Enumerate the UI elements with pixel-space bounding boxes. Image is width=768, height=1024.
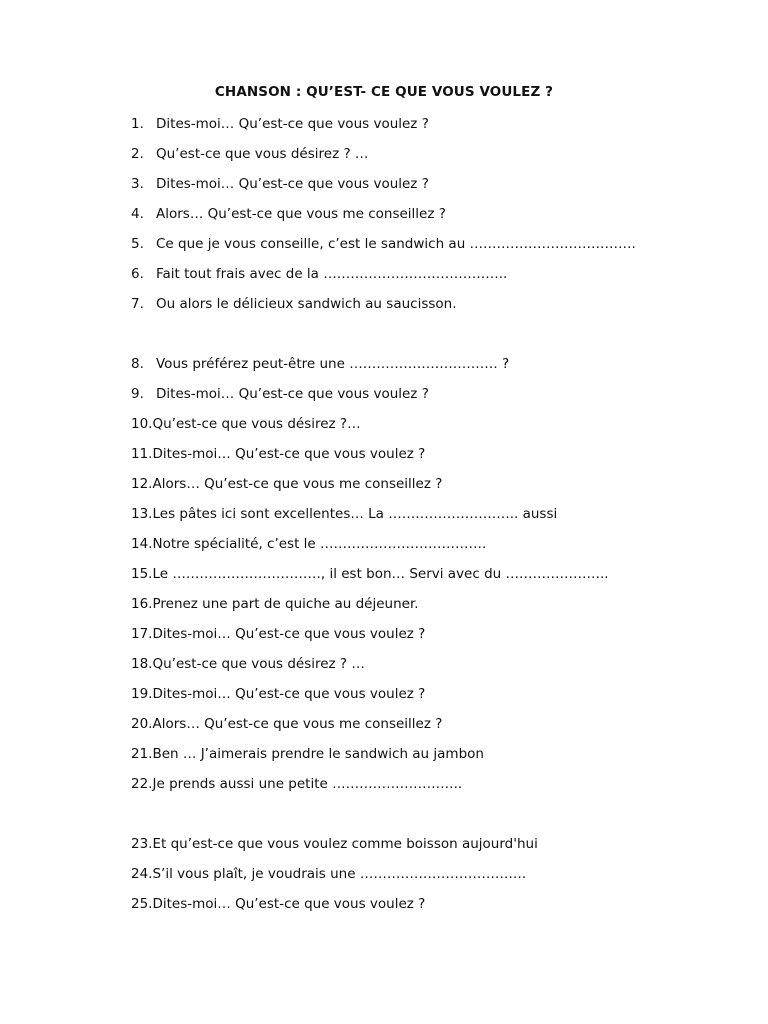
list-item: 21.Ben … J’aimerais prendre le sandwich au jambon	[131, 746, 484, 762]
list-item: 24.S’il vous plaît, je voudrais une ……………………………….	[131, 866, 527, 882]
page-title: CHANSON : QU’EST- CE QUE VOUS VOULEZ ?	[214, 84, 554, 100]
list-item: 6. Fait tout frais avec de la …………………………………..	[131, 266, 508, 282]
list-item: 12.Alors… Qu’est-ce que vous me conseillez ?	[131, 476, 443, 492]
stanza-gap	[131, 804, 731, 834]
list-item: 2. Qu’est-ce que vous désirez ? …	[131, 146, 369, 162]
song-lines-list	[131, 114, 731, 924]
list-item: 10.Qu’est-ce que vous désirez ?…	[131, 416, 361, 432]
list-item: 13.Les pâtes ici sont excellentes… La ……………………….. aussi	[131, 506, 558, 522]
list-item: 1. Dites-moi… Qu’est-ce que vous voulez ?	[131, 116, 429, 132]
list-item: 16.Prenez une part de quiche au déjeuner.	[131, 596, 419, 612]
list-item: 23.Et qu’est-ce que vous voulez comme boisson aujourd'hui	[131, 836, 538, 852]
list-item: 17.Dites-moi… Qu’est-ce que vous voulez ?	[131, 626, 426, 642]
stanza-gap	[131, 324, 731, 354]
list-item: 4. Alors… Qu’est-ce que vous me conseillez ?	[131, 206, 446, 222]
list-item: 9. Dites-moi… Qu’est-ce que vous voulez ?	[131, 386, 429, 402]
list-item: 11.Dites-moi… Qu’est-ce que vous voulez ?	[131, 446, 426, 462]
list-item: 5. Ce que je vous conseille, c’est le sandwich au ……………………………….	[131, 236, 636, 252]
list-item: 15.Le ……………………………, il est bon… Servi avec du …………………..	[131, 566, 609, 582]
list-item: 7. Ou alors le délicieux sandwich au saucisson.	[131, 296, 457, 312]
list-item: 20.Alors… Qu’est-ce que vous me conseillez ?	[131, 716, 443, 732]
list-item: 14.Notre spécialité, c’est le ……………………………….	[131, 536, 487, 552]
list-item: 18.Qu’est-ce que vous désirez ? …	[131, 656, 365, 672]
list-item: 25.Dites-moi… Qu’est-ce que vous voulez ?	[131, 896, 426, 912]
list-item: 3. Dites-moi… Qu’est-ce que vous voulez ?	[131, 176, 429, 192]
list-item: 22.Je prends aussi une petite ………………………..	[131, 776, 463, 792]
list-item: 19.Dites-moi… Qu’est-ce que vous voulez ?	[131, 686, 426, 702]
list-item: 8. Vous préférez peut-être une …………………………… ?	[131, 356, 510, 372]
